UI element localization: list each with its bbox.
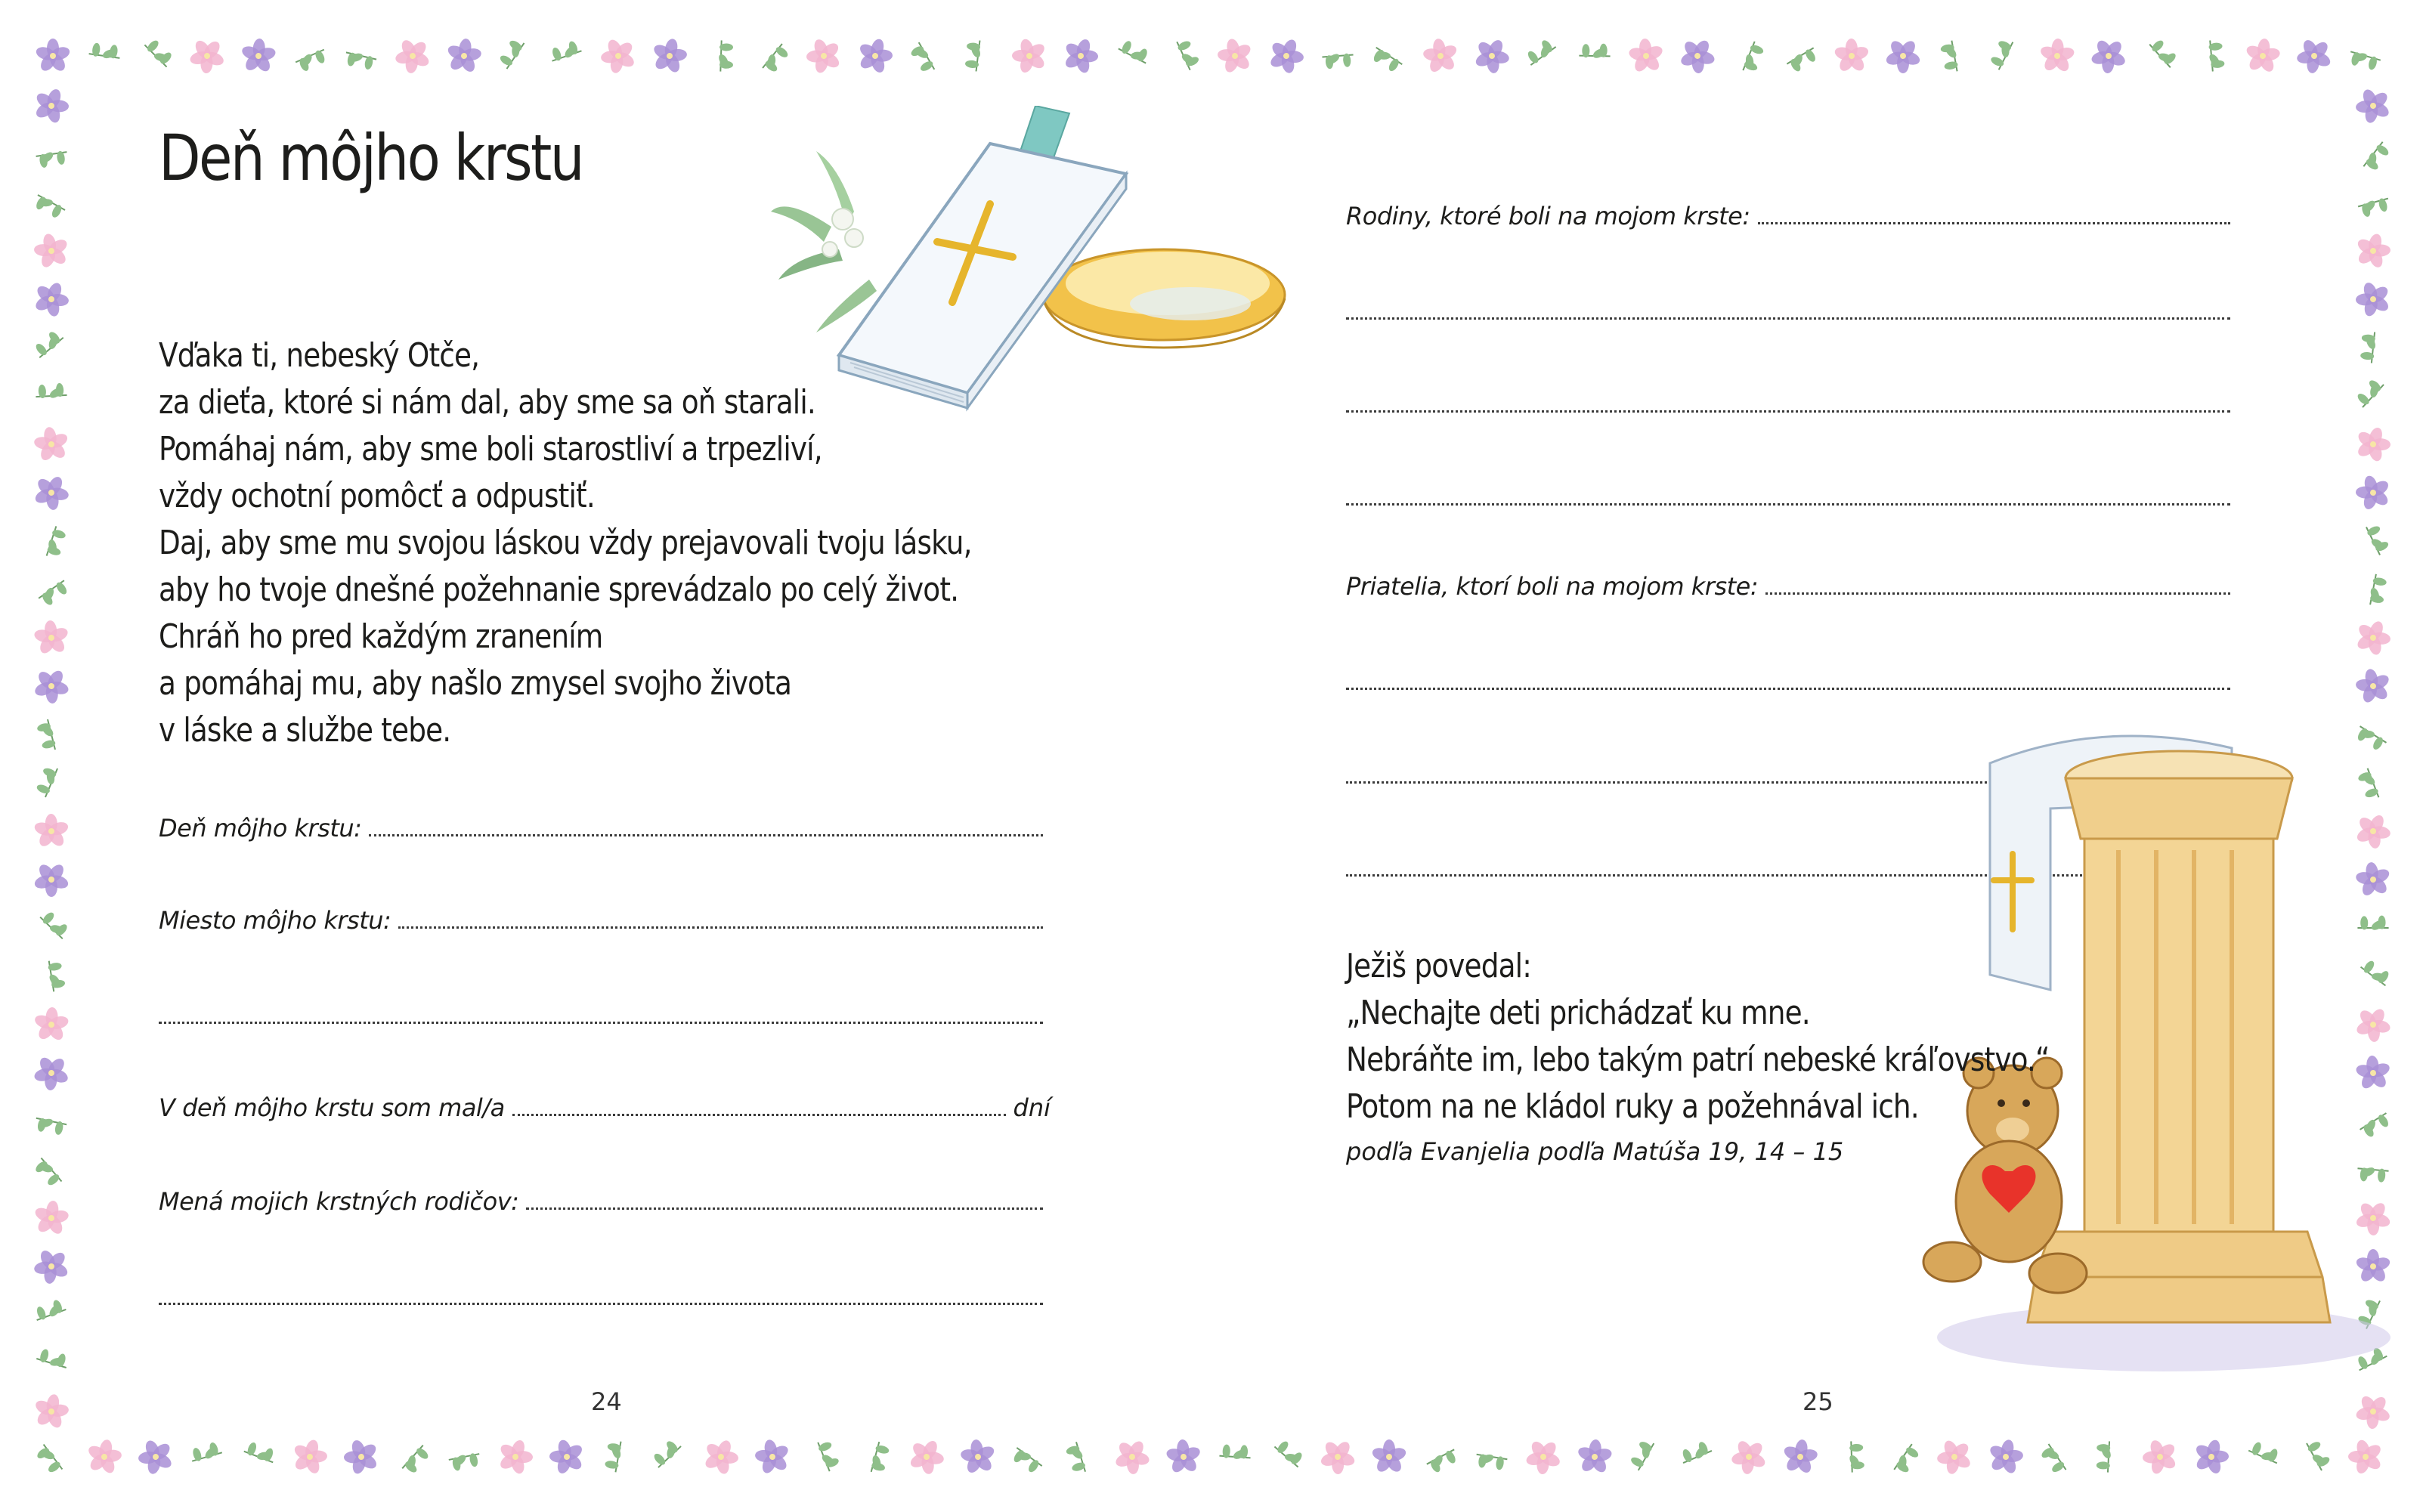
fill-in-line[interactable] (512, 1113, 1006, 1116)
friends-label: Priatelia, ktorí boli na mojom krste: (1346, 572, 1759, 601)
right-page (1212, 0, 2423, 1512)
fill-in-line[interactable] (369, 833, 1043, 836)
baptism-place-field[interactable] (159, 905, 1043, 935)
quote-line: „Nechajte deti prichádzať ku mne. (1346, 994, 1810, 1032)
fill-in-line[interactable] (1346, 503, 2230, 506)
godparents-label: Mená mojich krstných rodičov: (159, 1187, 519, 1216)
prayer-line: za dieťa, ktoré si nám dal, aby sme sa oň starali. (159, 383, 815, 422)
bible-quote (1346, 943, 2050, 1130)
quote-line: Potom na ne kládol ruky a požehnával ich. (1346, 1087, 1919, 1126)
quote-line: Ježiš povedal: (1346, 947, 1531, 985)
page-number: 24 (591, 1387, 622, 1416)
baptism-place-label: Miesto môjho krstu: (159, 906, 391, 935)
baptismal-font-icon (2028, 751, 2330, 1322)
prayer-line: v láske a službe tebe. (159, 711, 451, 750)
lily-leaves-icon (771, 151, 877, 332)
fill-in-line[interactable] (526, 1207, 1043, 1210)
baptism-day-label: Deň môjho krstu: (159, 814, 362, 843)
baptism-age-field[interactable] (159, 1093, 1051, 1123)
fill-in-line[interactable] (1346, 317, 2230, 320)
fill-in-line[interactable] (1758, 221, 2230, 224)
families-label: Rodiny, ktoré boli na mojom krste: (1346, 202, 1750, 230)
fill-in-line[interactable] (1346, 410, 2230, 413)
page-title: Deň môjho krstu (159, 121, 583, 195)
godparents-field[interactable] (159, 1186, 1043, 1217)
quote-source: podľa Evanjelia podľa Matúša 19, 14 – 15 (1346, 1137, 1844, 1166)
page-number: 25 (1803, 1387, 1833, 1416)
prayer-line: aby ho tvoje dnešné požehnanie sprevádzalo po celý život. (159, 570, 959, 609)
fill-in-line[interactable] (1765, 592, 2230, 595)
fill-in-line[interactable] (398, 926, 1043, 929)
prayer-text (159, 332, 972, 754)
quote-line: Nebráňte im, lebo takým patrí nebeské kráľovstvo.“ (1346, 1040, 2050, 1079)
families-field[interactable] (1346, 201, 2230, 231)
baptism-day-field[interactable] (159, 813, 1043, 843)
prayer-line: Pomáhaj nám, aby sme boli starostliví a trpezliví, (159, 430, 822, 468)
friends-field[interactable] (1346, 571, 2230, 601)
prayer-line: a pomáhaj mu, aby našlo zmysel svojho života (159, 664, 792, 703)
prayer-line: vždy ochotní pomôcť a odpustiť. (159, 477, 595, 515)
prayer-line: Chráň ho pred každým zranením (159, 617, 603, 656)
fill-in-line[interactable] (159, 1303, 1043, 1305)
fill-in-line[interactable] (1346, 688, 2230, 690)
fill-in-line[interactable] (159, 1022, 1043, 1024)
days-label: dní (1013, 1093, 1051, 1122)
baptism-age-label: V deň môjho krstu som mal/a (159, 1093, 505, 1122)
prayer-line: Vďaka ti, nebeský Otče, (159, 336, 480, 375)
prayer-line: Daj, aby sme mu svojou láskou vždy prejavovali tvoju lásku, (159, 524, 972, 562)
